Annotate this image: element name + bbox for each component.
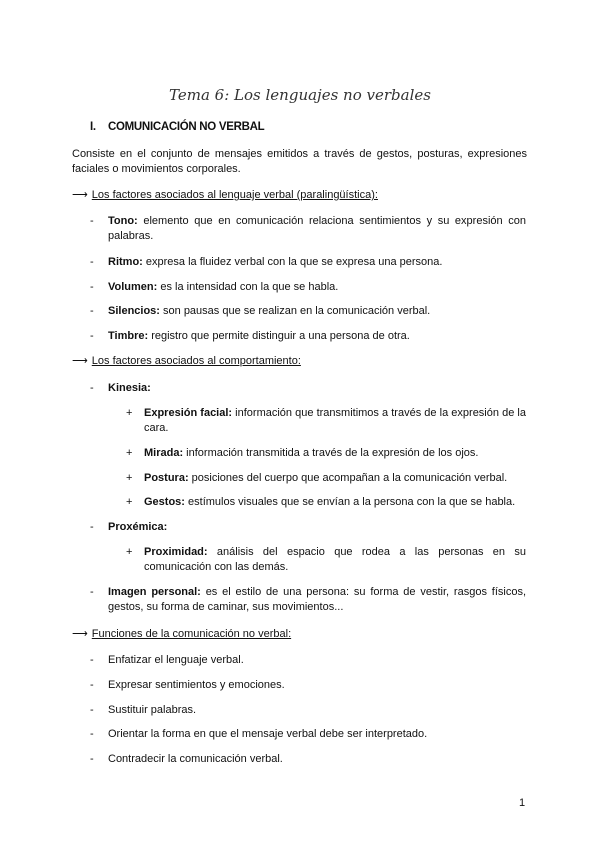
item-term: Volumen: xyxy=(108,281,158,293)
section-number: I. xyxy=(90,121,96,133)
item-text: estímulos visuales que se envían a la persona con la que se habla. xyxy=(184,496,516,508)
dash-bullet: - xyxy=(90,305,94,317)
item-term: Proximidad: xyxy=(144,546,208,558)
behaviour-factors-heading xyxy=(72,354,301,369)
dash-bullet: - xyxy=(90,753,94,765)
arrow-icon: ⟶ xyxy=(72,189,88,201)
arrow-icon: ⟶ xyxy=(72,355,88,367)
item-text: registro que permite distinguir a una persona de otra. xyxy=(148,330,410,342)
list-item-imagen xyxy=(90,585,527,615)
dash-bullet: - xyxy=(90,382,94,394)
arrow-icon: ⟶ xyxy=(72,628,88,640)
plus-bullet: + xyxy=(126,472,133,484)
plus-bullet: + xyxy=(126,546,133,558)
dash-bullet: - xyxy=(90,281,94,293)
list-item xyxy=(90,703,526,718)
section-heading xyxy=(90,121,264,133)
item-term: Silencios: xyxy=(108,305,160,317)
list-item-proxemica xyxy=(90,520,526,535)
list-item xyxy=(90,653,526,668)
item-text: expresa la fluidez verbal con la que se expresa una persona. xyxy=(142,256,443,268)
section-title: COMUNICACIÓN NO VERBAL xyxy=(108,121,265,133)
plus-bullet: + xyxy=(126,496,133,508)
document-title: Tema 6: Los lenguajes no verbales xyxy=(169,86,431,104)
list-item xyxy=(90,304,526,319)
item-term: Expresión facial: xyxy=(144,407,233,419)
list-item-kinesia xyxy=(90,381,526,396)
dash-bullet: - xyxy=(90,704,94,716)
item-text: Expresar sentimientos y emociones. xyxy=(108,679,285,691)
item-text: es el estilo de una persona: su forma de vestir, rasgos físicos, gestos, su forma de caminar, sus movimientos... xyxy=(108,586,527,613)
list-item xyxy=(90,329,526,344)
item-term: Gestos: xyxy=(144,496,185,508)
item-term: Proxémica: xyxy=(108,521,168,533)
sublist-item xyxy=(126,545,526,575)
item-term: Tono: xyxy=(108,215,138,227)
list-item xyxy=(90,255,526,270)
list-item xyxy=(90,678,526,693)
sublist-item xyxy=(126,495,526,510)
item-term: Kinesia: xyxy=(108,382,151,394)
dash-bullet: - xyxy=(90,215,94,227)
item-text: Enfatizar el lenguaje verbal. xyxy=(108,654,244,666)
item-term: Imagen personal: xyxy=(108,586,201,598)
dash-bullet: - xyxy=(90,330,94,342)
list-item xyxy=(90,752,526,767)
sublist-item xyxy=(126,471,526,486)
dash-bullet: - xyxy=(90,586,94,598)
page-number: 1 xyxy=(519,797,526,809)
item-term: Ritmo: xyxy=(108,256,143,268)
list-item xyxy=(90,280,526,295)
dash-bullet: - xyxy=(90,654,94,666)
list-item xyxy=(90,214,526,244)
heading-text: Los factores asociados al comportamiento: xyxy=(91,355,301,367)
item-text: es la intensidad con la que se habla. xyxy=(157,281,339,293)
dash-bullet: - xyxy=(90,521,94,533)
heading-text: Funciones de la comunicación no verbal: xyxy=(91,628,292,640)
dash-bullet: - xyxy=(90,679,94,691)
intro-paragraph: Consiste en el conjunto de mensajes emitidos a través de gestos, posturas, expresiones faciales o movimientos corporales. xyxy=(72,148,527,175)
item-term: Mirada: xyxy=(144,447,184,459)
item-term: Postura: xyxy=(144,472,189,484)
item-text: posiciones del cuerpo que acompañan a la comunicación verbal. xyxy=(188,472,508,484)
plus-bullet: + xyxy=(126,407,133,419)
item-text: información transmitida a través de la expresión de los ojos. xyxy=(183,447,479,459)
item-term: Timbre: xyxy=(108,330,149,342)
verbal-factors-heading xyxy=(72,188,378,203)
sublist-item xyxy=(126,406,526,436)
heading-text: Los factores asociados al lenguaje verbal (paralingüística): xyxy=(91,189,378,201)
dash-bullet: - xyxy=(90,728,94,740)
item-text: son pausas que se realizan en la comunicación verbal. xyxy=(159,305,431,317)
item-text: Sustituir palabras. xyxy=(108,704,197,716)
item-text: análisis del espacio que rodea a las personas en su comunicación con las demás. xyxy=(144,546,526,573)
dash-bullet: - xyxy=(90,256,94,268)
item-text: Contradecir la comunicación verbal. xyxy=(108,753,283,765)
sublist-item xyxy=(126,446,526,461)
list-item xyxy=(90,727,526,742)
plus-bullet: + xyxy=(126,447,133,459)
item-text: información que transmitimos a través de la expresión de la cara. xyxy=(144,407,526,434)
item-text: Orientar la forma en que el mensaje verbal debe ser interpretado. xyxy=(108,728,428,740)
item-text: elemento que en comunicación relaciona sentimientos y su expresión con palabras. xyxy=(108,215,526,242)
functions-heading xyxy=(72,627,291,642)
